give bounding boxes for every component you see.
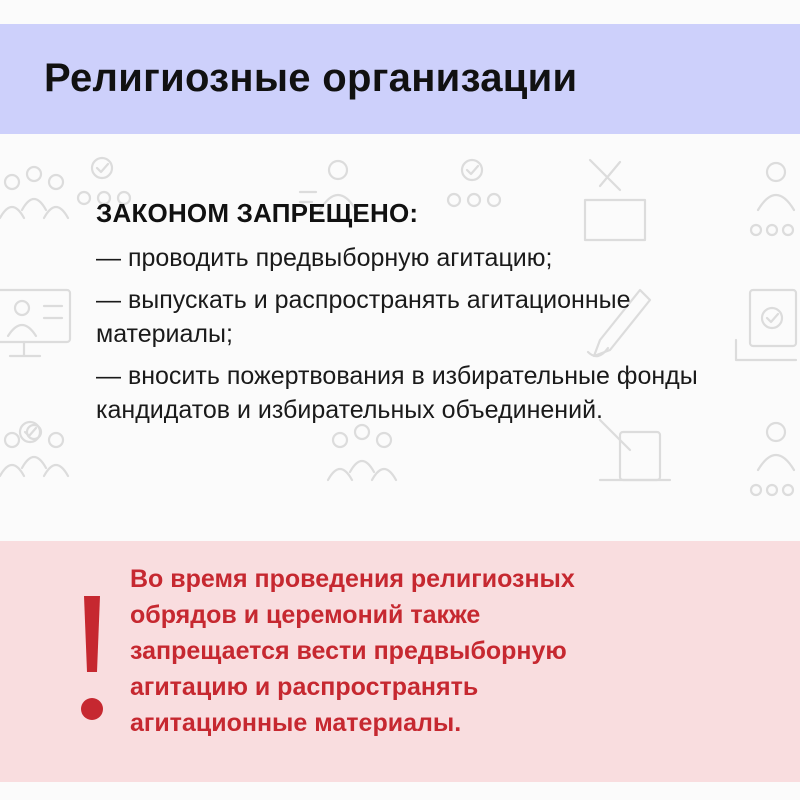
presenter-icon [751,423,794,495]
warning-text [130,561,760,741]
prohibitions-block [96,198,736,435]
warning-line: запрещается вести предвыборную [130,637,567,665]
page-title: Религиозные организации [44,56,578,100]
document-pencil-icon [736,290,796,360]
prohibition-item: — выпускать и распространять агитационные материалы; [96,286,631,348]
warning-line: Во время проведения религиозных [130,565,575,593]
monitor-user-icon [0,290,70,356]
warning-line: агитационные материалы. [130,709,462,737]
exclamation-icon [80,596,104,726]
prohibition-item: — вносить пожертвования в избирательные фонды кандидатов и избирательных объединений. [96,362,698,424]
warning-band [0,541,800,782]
header-band [0,24,800,134]
prohibition-item: — проводить предвыборную агитацию; [96,244,553,272]
people-group-icon [0,167,68,218]
warning-line: обрядов и церемоний также [130,601,481,629]
prohibitions-heading: ЗАКОНОМ ЗАПРЕЩЕНО: [96,198,419,228]
people-group-icon [0,425,68,476]
presenter-icon [751,163,794,235]
warning-line: агитацию и распространять [130,673,479,701]
